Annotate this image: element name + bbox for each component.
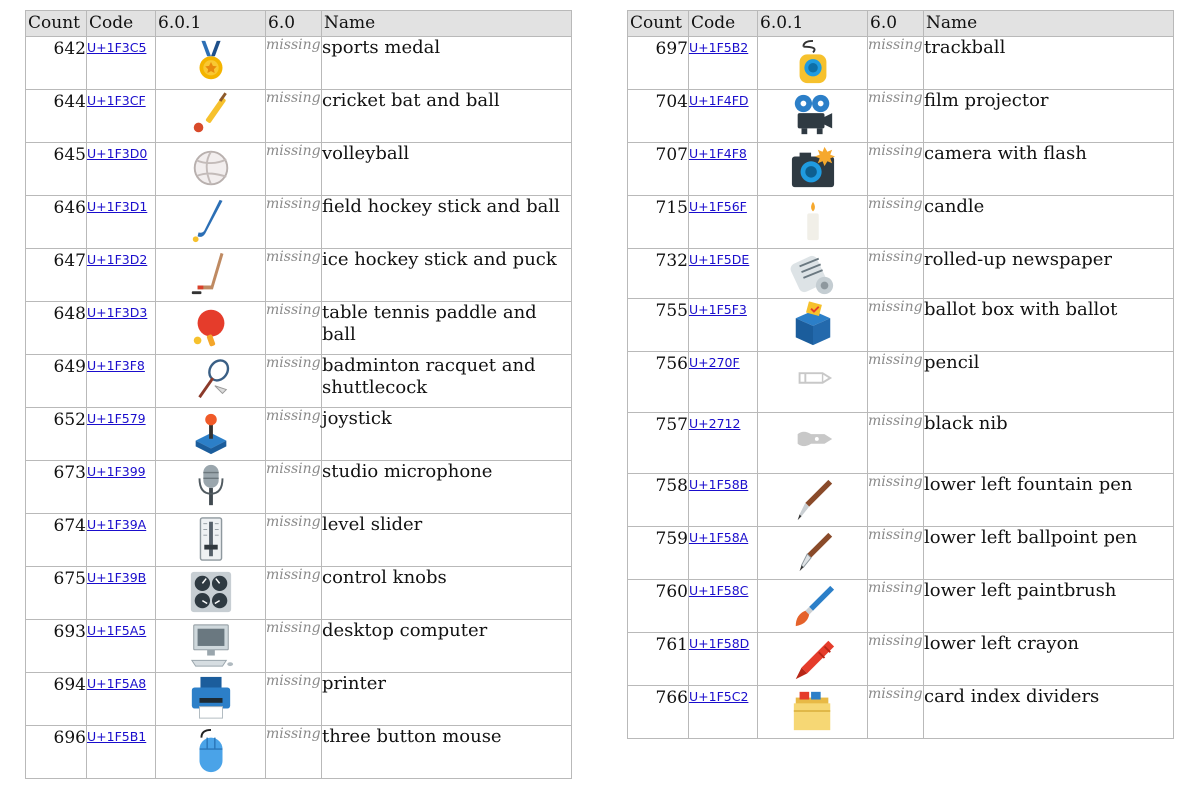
status-cell: missing [868,143,924,196]
table-row [628,580,1174,633]
count-cell: 759 [628,527,689,580]
code-link[interactable]: U+1F3D3 [87,305,148,320]
status-cell: missing [868,633,924,686]
count-cell: 766 [628,686,689,739]
status-cell: missing [868,249,924,299]
count-cell: 757 [628,413,689,474]
status-cell: missing [266,90,322,143]
status-cell: missing [266,461,322,514]
emoji-image-cell [156,514,266,567]
code-cell [87,726,156,779]
count-cell: 675 [26,567,87,620]
emoji-image-cell [758,580,868,633]
code-cell [87,620,156,673]
emoji-image-cell [156,726,266,779]
count-cell: 649 [26,355,87,408]
header-name: Name [322,11,572,37]
code-link[interactable]: U+1F58B [689,477,749,492]
cricket-bat-icon [188,92,234,138]
status-cell: missing [868,580,924,633]
name-cell: joystick [322,408,572,461]
table-row [26,249,572,302]
code-link[interactable]: U+2712 [689,416,741,431]
code-link[interactable]: U+1F39A [87,517,147,532]
ballot-box-icon [790,301,836,347]
name-cell: pencil [924,352,1174,413]
count-cell: 697 [628,37,689,90]
table-row [26,461,572,514]
code-cell [87,143,156,196]
count-cell: 646 [26,196,87,249]
ballpoint-pen-icon [790,529,836,575]
code-cell [689,299,758,352]
code-link[interactable]: U+1F399 [87,464,146,479]
status-cell: missing [266,355,322,408]
header-code: Code [87,11,156,37]
volleyball-icon [188,145,234,191]
printer-icon [188,675,234,721]
name-cell: lower left crayon [924,633,1174,686]
code-cell [689,249,758,299]
status-cell: missing [868,90,924,143]
trackball-icon [790,39,836,85]
code-link[interactable]: U+1F5A8 [87,676,147,691]
code-link[interactable]: U+1F3D1 [87,199,148,214]
field-hockey-icon [188,198,234,244]
table-row [26,143,572,196]
name-cell: cricket bat and ball [322,90,572,143]
name-cell: control knobs [322,567,572,620]
count-cell: 715 [628,196,689,249]
joystick-icon [188,410,234,456]
name-cell: camera with flash [924,143,1174,196]
emoji-image-cell [758,527,868,580]
code-link[interactable]: U+1F3D0 [87,146,148,161]
emoji-image-cell [758,299,868,352]
code-cell [689,527,758,580]
code-link[interactable]: U+1F5DE [689,252,750,267]
header-count: Count [26,11,87,37]
status-cell: missing [266,673,322,726]
status-cell: missing [266,726,322,779]
name-cell: badminton racquet and shuttlecock [322,355,572,408]
name-cell: film projector [924,90,1174,143]
count-cell: 696 [26,726,87,779]
table-row [628,249,1174,299]
code-cell [87,90,156,143]
emoji-image-cell [156,461,266,514]
count-cell: 760 [628,580,689,633]
count-cell: 761 [628,633,689,686]
code-cell [689,633,758,686]
count-cell: 755 [628,299,689,352]
table-row [26,567,572,620]
code-link[interactable]: U+1F58D [689,636,750,651]
candle-icon [790,198,836,244]
emoji-image-cell [758,633,868,686]
code-cell [689,474,758,527]
table-row [26,355,572,408]
name-cell: printer [322,673,572,726]
desktop-computer-icon [188,622,234,668]
name-cell: ice hockey stick and puck [322,249,572,302]
status-cell: missing [868,413,924,474]
status-cell: missing [868,196,924,249]
status-cell: missing [266,143,322,196]
emoji-image-cell [758,249,868,299]
code-link[interactable]: U+270F [689,355,740,370]
code-link[interactable]: U+1F3CF [87,93,146,108]
emoji-image-cell [156,90,266,143]
code-link[interactable]: U+1F3F8 [87,358,145,373]
code-link[interactable]: U+1F4F8 [689,146,747,161]
code-cell [87,249,156,302]
table-row [628,196,1174,249]
count-cell: 645 [26,143,87,196]
microphone-icon [188,463,234,509]
code-cell [87,355,156,408]
table-row [628,352,1174,413]
emoji-image-cell [758,143,868,196]
newspaper-icon [790,251,836,297]
table-row [26,90,572,143]
table-tennis-icon [188,304,234,350]
count-cell: 758 [628,474,689,527]
table-row [628,413,1174,474]
code-cell [87,408,156,461]
code-cell [87,196,156,249]
paintbrush-icon [790,582,836,628]
status-cell: missing [266,514,322,567]
control-knobs-icon [188,569,234,615]
name-cell: three button mouse [322,726,572,779]
emoji-image-cell [758,352,868,413]
header-row [26,11,572,37]
table-row [628,299,1174,352]
header-version-60: 6.0 [868,11,924,37]
code-cell [689,196,758,249]
camera-flash-icon [790,145,836,191]
name-cell: trackball [924,37,1174,90]
table-row [26,196,572,249]
table-row [628,90,1174,143]
code-link[interactable]: U+1F4FD [689,93,749,108]
code-cell [689,580,758,633]
mouse-icon [188,728,234,774]
emoji-image-cell [156,567,266,620]
name-cell: sports medal [322,37,572,90]
count-cell: 647 [26,249,87,302]
code-link[interactable]: U+1F56F [689,199,747,214]
emoji-image-cell [156,143,266,196]
name-cell: card index dividers [924,686,1174,739]
table-row [26,408,572,461]
emoji-image-cell [156,37,266,90]
table-row [26,673,572,726]
status-cell: missing [266,620,322,673]
emoji-image-cell [156,196,266,249]
header-count: Count [628,11,689,37]
code-link[interactable]: U+1F3D2 [87,252,148,267]
status-cell: missing [266,249,322,302]
code-cell [689,413,758,474]
table-row [628,37,1174,90]
code-cell [87,567,156,620]
header-code: Code [689,11,758,37]
table-row [26,37,572,90]
count-cell: 693 [26,620,87,673]
name-cell: rolled-up newspaper [924,249,1174,299]
emoji-image-cell [156,302,266,355]
table-row [26,620,572,673]
name-cell: lower left paintbrush [924,580,1174,633]
count-cell: 707 [628,143,689,196]
name-cell: studio microphone [322,461,572,514]
code-link[interactable]: U+1F579 [87,411,146,426]
count-cell: 732 [628,249,689,299]
code-cell [87,514,156,567]
card-index-icon [790,688,836,734]
emoji-table-left [25,10,572,779]
status-cell: missing [868,686,924,739]
count-cell: 674 [26,514,87,567]
emoji-image-cell [758,413,868,474]
ice-hockey-icon [188,251,234,297]
emoji-image-cell [758,196,868,249]
name-cell: lower left ballpoint pen [924,527,1174,580]
fountain-pen-icon [790,476,836,522]
emoji-image-cell [156,249,266,302]
code-cell [689,686,758,739]
name-cell: field hockey stick and ball [322,196,572,249]
code-cell [87,302,156,355]
pencil-icon [790,354,836,400]
code-link[interactable]: U+1F3C5 [87,40,147,55]
emoji-image-cell [758,686,868,739]
code-cell [689,90,758,143]
code-link[interactable]: U+1F58C [689,583,749,598]
name-cell: desktop computer [322,620,572,673]
badminton-icon [188,357,234,403]
code-link[interactable]: U+1F5B2 [689,40,749,55]
count-cell: 756 [628,352,689,413]
table-row [628,474,1174,527]
status-cell: missing [868,527,924,580]
status-cell: missing [266,567,322,620]
status-cell: missing [266,408,322,461]
table-row [628,686,1174,739]
status-cell: missing [266,196,322,249]
name-cell: level slider [322,514,572,567]
name-cell: black nib [924,413,1174,474]
name-cell: candle [924,196,1174,249]
code-link[interactable]: U+1F39B [87,570,147,585]
count-cell: 644 [26,90,87,143]
header-row [628,11,1174,37]
crayon-icon [790,635,836,681]
code-link[interactable]: U+1F5A5 [87,623,147,638]
status-cell: missing [868,352,924,413]
name-cell: ballot box with ballot [924,299,1174,352]
emoji-image-cell [758,474,868,527]
count-cell: 642 [26,37,87,90]
code-cell [87,461,156,514]
name-cell: table tennis paddle and ball [322,302,572,355]
table-row [26,514,572,567]
code-link[interactable]: U+1F5B1 [87,729,147,744]
header-version-601: 6.0.1 [156,11,266,37]
emoji-table-right [627,10,1174,739]
emoji-image-cell [758,37,868,90]
code-link[interactable]: U+1F5F3 [689,302,747,317]
name-cell: volleyball [322,143,572,196]
code-cell [689,352,758,413]
status-cell: missing [868,299,924,352]
status-cell: missing [868,474,924,527]
emoji-image-cell [758,90,868,143]
table-row [628,527,1174,580]
code-link[interactable]: U+1F58A [689,530,749,545]
header-name: Name [924,11,1174,37]
status-cell: missing [868,37,924,90]
code-link[interactable]: U+1F5C2 [689,689,749,704]
table-row [628,633,1174,686]
code-cell [87,673,156,726]
emoji-image-cell [156,620,266,673]
emoji-image-cell [156,355,266,408]
count-cell: 652 [26,408,87,461]
status-cell: missing [266,37,322,90]
table-row [628,143,1174,196]
code-cell [87,37,156,90]
emoji-image-cell [156,673,266,726]
header-version-60: 6.0 [266,11,322,37]
count-cell: 704 [628,90,689,143]
black-nib-icon [790,415,836,461]
sports-medal-icon [188,39,234,85]
emoji-image-cell [156,408,266,461]
header-version-601: 6.0.1 [758,11,868,37]
code-cell [689,143,758,196]
status-cell: missing [266,302,322,355]
code-cell [689,37,758,90]
table-row [26,302,572,355]
count-cell: 673 [26,461,87,514]
film-projector-icon [790,92,836,138]
table-row [26,726,572,779]
name-cell: lower left fountain pen [924,474,1174,527]
count-cell: 648 [26,302,87,355]
count-cell: 694 [26,673,87,726]
level-slider-icon [188,516,234,562]
